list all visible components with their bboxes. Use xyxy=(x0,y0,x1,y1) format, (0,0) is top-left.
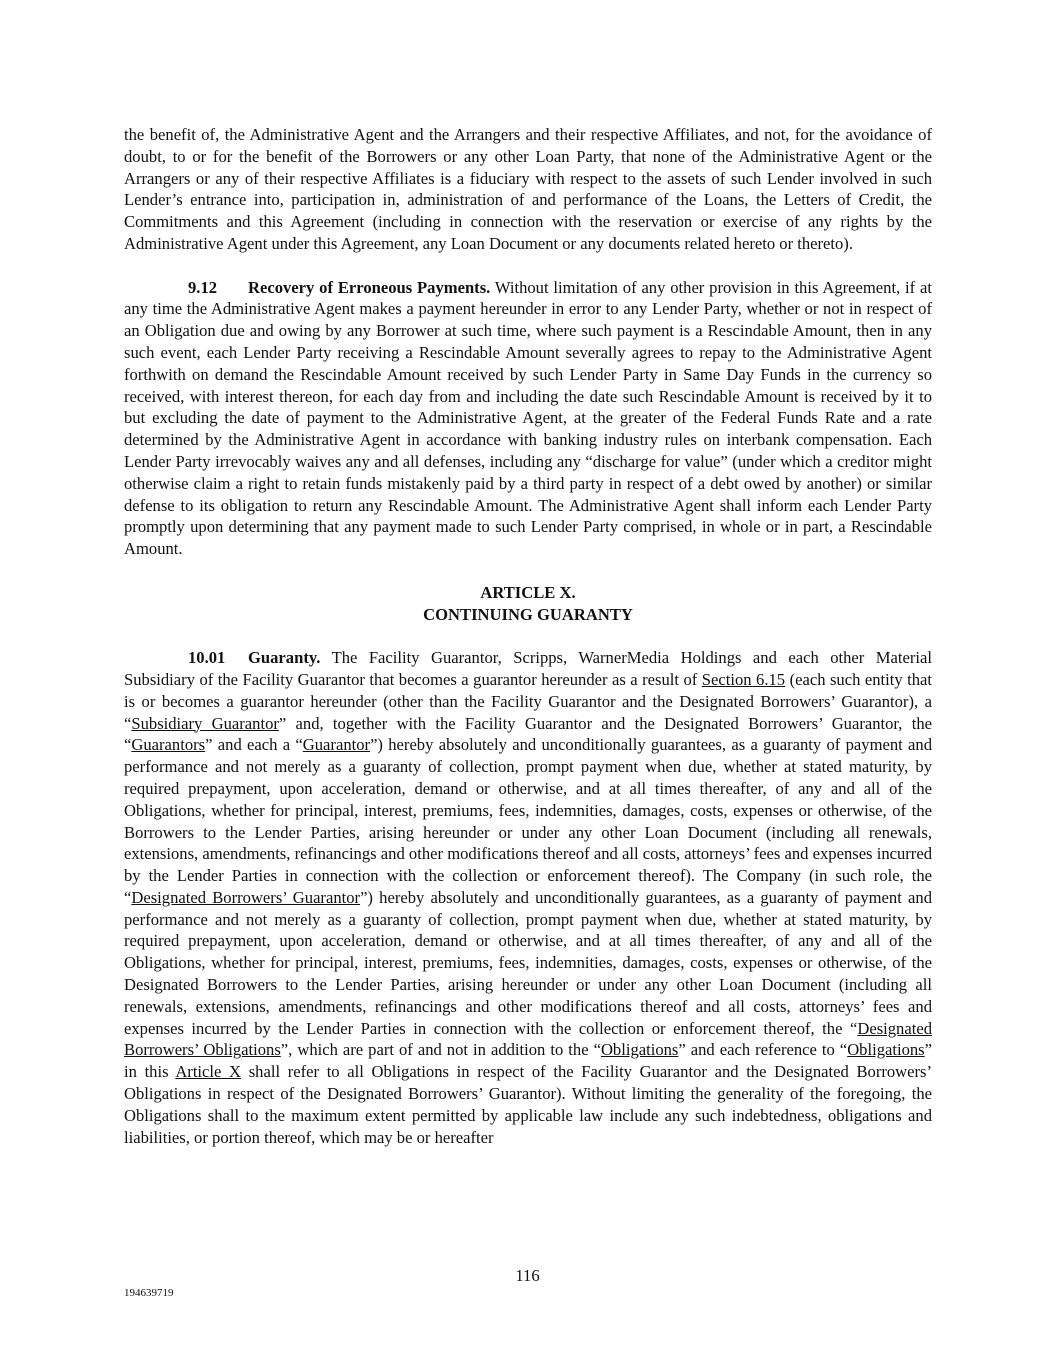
body-text-run: (each such entity that is or becomes a guarantor hereunder (other than the Facility Guarantor and the Designated Borrowers’ Guarantor), a “ xyxy=(124,669,933,733)
section-heading: Guaranty. xyxy=(248,648,321,668)
section-heading: Recovery of Erroneous Payments. xyxy=(248,277,491,297)
defined-term: Designated Borrowers’ Obligations xyxy=(124,1018,932,1060)
defined-term: Subsidiary Guarantor xyxy=(131,713,279,733)
defined-term: Guarantors xyxy=(131,735,206,755)
body-text-run: shall refer to all Obligations in respect of the Facility Guarantor and the Designated Borrowers’ Obligations in respect of the Designated Borrowers’ Guarantor). Without limiting the generality of the foregoing, the Obligations shall to the maximum extent permitted by applicable law include any such indebtedness, obligations and liabilities, or portion thereof, which may be or hereafter xyxy=(124,1062,933,1147)
body-text-run: ” and each reference to “ xyxy=(678,1040,848,1060)
defined-term: Obligations xyxy=(847,1040,925,1060)
defined-term: Designated Borrowers’ Guarantor xyxy=(131,887,361,907)
body-text-run: ” in this xyxy=(124,1040,932,1082)
defined-term: Article X xyxy=(175,1062,242,1082)
body-text-run: ” and, together with the Facility Guarantor and the Designated Borrowers’ Guarantor, the “ xyxy=(124,713,932,755)
defined-term: Section 6.15 xyxy=(701,669,786,689)
body-text-run: ”) hereby absolutely and unconditionally guarantees, as a guaranty of payment and performance and not merely as a guaranty of collection, prompt payment when due, whether at stated maturity, by required prepayment, upon acceleration, demand or otherwise, and at all times thereafter, of any and all of the Obligations, whether for principal, interest, premiums, fees, indemnities, damages, costs, expenses or otherwise, of the Borrowers to the Lender Parties, arising hereunder or under any other Loan Document (including all renewals, extensions, amendments, refinancings and other modifications thereof and all costs, attorneys’ fees and expenses incurred by the Lender Parties in connection with the collection or enforcement thereof). The Company (in such role, the “ xyxy=(124,735,933,907)
section-9-12-recovery-of-erroneous-payments xyxy=(124,277,932,560)
paragraph-continuation xyxy=(124,124,932,255)
section-10-01-guaranty xyxy=(124,647,932,1148)
page-number: 116 xyxy=(515,1266,540,1285)
section-number: 10.01 xyxy=(188,648,226,668)
defined-term: Obligations xyxy=(600,1040,679,1060)
article-number: ARTICLE X. xyxy=(480,582,576,602)
page-body xyxy=(124,124,932,1148)
body-text-run: ”, which are part of and not in addition to the “ xyxy=(280,1040,601,1060)
body-text-run: Without limitation of any other provision in this Agreement, if at any time the Administrative Agent makes a payment hereunder in error to any Lender Party, whether or not in respect of an Obligation due and owing by any Borrower at such time, where such payment is a Rescindable Amount, then in any such event, each Lender Party receiving a Rescindable Amount severally agrees to repay to the Administrative Agent forthwith on demand the Rescindable Amount received by such Lender Party in Same Day Funds in the currency so received, with interest thereon, for each day from and including the date such Rescindable Amount is received by it to but excluding the date of payment to the Administrative Agent, at the greater of the Federal Funds Rate and a rate determined by the Administrative Agent in accordance with banking industry rules on interbank compensation. Each Lender Party irrevocably waives any and all defenses, including any “discharge for value” (under which a creditor might otherwise claim a right to retain funds mistakenly paid by a third party in respect of a debt owed by another) or similar defense to its obligation to return any Rescindable Amount. The Administrative Agent shall inform each Lender Party promptly upon determining that any payment made to such Lender Party comprised, in whole or in part, a Rescindable Amount. xyxy=(124,277,932,559)
body-text-run: the benefit of, the Administrative Agent and the Arrangers and their respective Affiliates, and not, for the avoidance of doubt, to or for the benefit of the Borrowers or any other Loan Party, that none of the Administrative Agent or the Arrangers or any of their respective Affiliates is a fiduciary with respect to the assets of such Lender involved in such Lender’s entrance into, participation in, administration of and performance of the Loans, the Letters of Credit, the Commitments and this Agreement (including in connection with the reservation or exercise of any rights by the Administrative Agent under this Agreement, any Loan Document or any documents related hereto or thereto). xyxy=(124,125,932,253)
article-title: CONTINUING GUARANTY xyxy=(423,604,633,624)
defined-term: Guarantor xyxy=(302,735,371,755)
section-number: 9.12 xyxy=(188,277,218,297)
document-id: 194639719 xyxy=(124,1287,174,1299)
body-text-run: The Facility Guarantor, Scripps, WarnerMedia Holdings and each other Material Subsidiary of the Facility Guarantor that becomes a guarantor hereunder as a result of xyxy=(124,648,932,689)
article-heading xyxy=(124,582,932,626)
body-text-run: ”) hereby absolutely and unconditionally guarantees, as a guaranty of payment and performance and not merely as a guaranty of collection, prompt payment when due, whether at stated maturity, by required prepayment, upon acceleration, demand or otherwise, and at all times thereafter, of any and all of the Obligations, whether for principal, interest, premiums, fees, indemnities, damages, costs, expenses or otherwise, of the Designated Borrowers to the Lender Parties, arising hereunder or under any other Loan Document (including all renewals, extensions, amendments, refinancings and other modifications thereof and all costs, attorneys’ fees and expenses incurred by the Lender Parties in connection with the collection or enforcement thereof, the “ xyxy=(124,887,932,1038)
body-text-run: ” and each a “ xyxy=(205,735,303,755)
